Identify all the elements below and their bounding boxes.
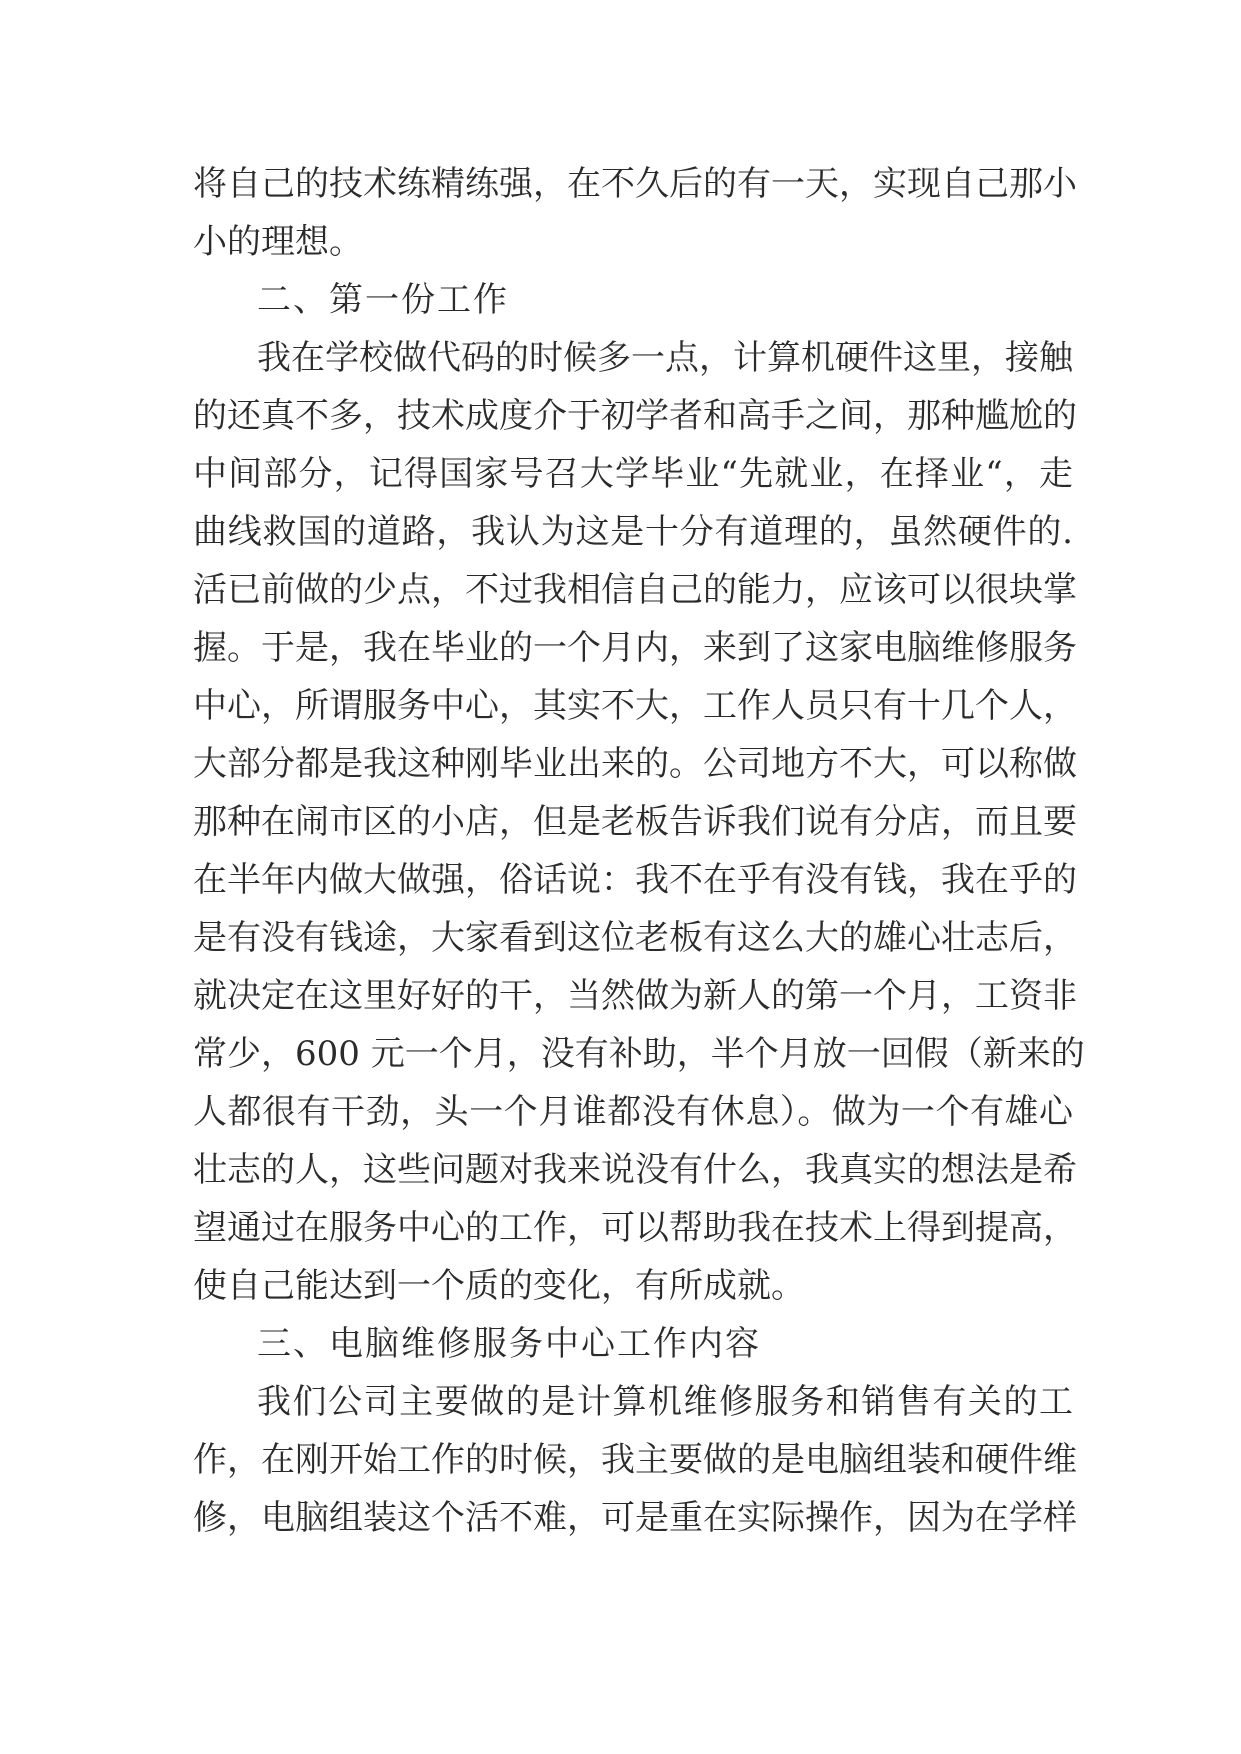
text-line: 那种在闹市区的小店，但是老板告诉我们说有分店，而且要: [193, 802, 1077, 842]
text-line: 中心，所谓服务中心，其实不大，工作人员只有十几个人，: [193, 686, 1077, 726]
text-line: 在半年内做大做强，俗话说：我不在乎有没有钱，我在乎的: [193, 860, 1077, 900]
text-line: 曲线救国的道路，我认为这是十分有道理的，虽然硬件的.: [193, 512, 1073, 552]
document-body: [193, 155, 1085, 1547]
text-line: 小的理想。: [193, 222, 363, 262]
text-line: 人都很有干劲，头一个月谁都没有休息）。做为一个有雄心: [193, 1092, 1073, 1132]
section-heading-work-content: 三、电脑维修服务中心工作内容: [257, 1324, 761, 1364]
text-line: 作，在刚开始工作的时候，我主要做的是电脑组装和硬件维: [193, 1440, 1077, 1480]
text-line: 望通过在服务中心的工作，可以帮助我在技术上得到提高，: [193, 1208, 1077, 1248]
text-line: 中间部分，记得国家号召大学毕业“先就业，在择业“，走: [193, 454, 1073, 494]
text-line: 握。于是，我在毕业的一个月内，来到了这家电脑维修服务: [193, 628, 1077, 668]
text-line: 常少，600 元一个月，没有补助，半个月放一回假（新来的: [193, 1034, 1085, 1074]
text-line: 的还真不多，技术成度介于初学者和高手之间，那种尴尬的: [193, 396, 1077, 436]
text-line: 是有没有钱途，大家看到这位老板有这么大的雄心壮志后，: [193, 918, 1077, 958]
text-line: 将自己的技术练精练强，在不久后的有一天，实现自己那小: [193, 164, 1077, 204]
text-line: 修，电脑组装这个活不难，可是重在实际操作，因为在学样: [193, 1498, 1077, 1538]
text-line: 壮志的人，这些问题对我来说没有什么，我真实的想法是希: [193, 1150, 1077, 1190]
text-line: 活已前做的少点，不过我相信自己的能力，应该可以很块掌: [193, 570, 1077, 610]
section-heading-first-job: 二、第一份工作: [257, 280, 509, 320]
text-line: 大部分都是我这种刚毕业出来的。公司地方不大，可以称做: [193, 744, 1077, 784]
text-line: 我们公司主要做的是计算机维修服务和销售有关的工: [257, 1382, 1073, 1422]
text-line: 使自己能达到一个质的变化，有所成就。: [193, 1266, 805, 1306]
text-line: 我在学校做代码的时候多一点，计算机硬件这里，接触: [257, 338, 1073, 378]
text-line: 就决定在这里好好的干，当然做为新人的第一个月，工资非: [193, 976, 1077, 1016]
